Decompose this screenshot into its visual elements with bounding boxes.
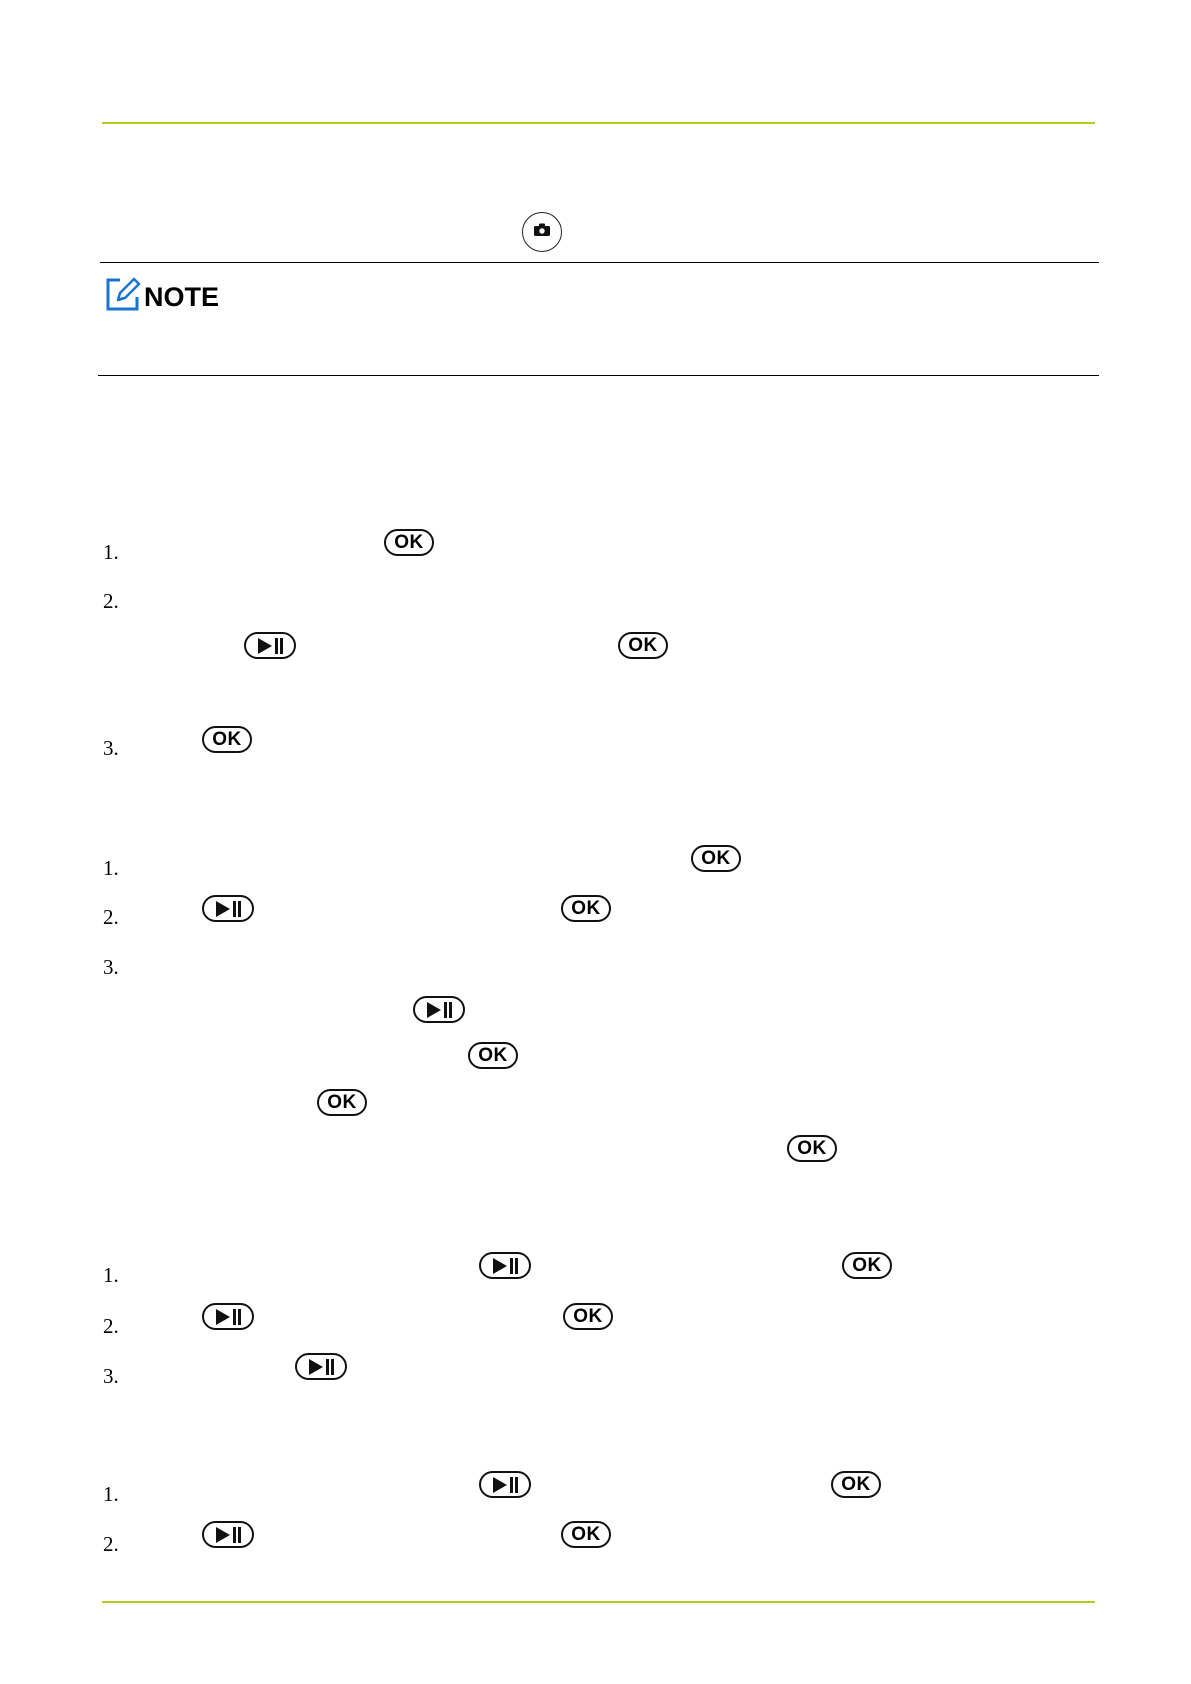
play-pause-key[interactable] [244,632,296,659]
play-pause-key[interactable] [202,895,254,922]
footer-rule [102,1601,1095,1603]
ok-key[interactable]: OK [561,895,611,922]
play-pause-key[interactable] [479,1471,531,1498]
camera-button[interactable] [522,212,562,252]
step-number: 3. [103,1364,119,1388]
play-pause-icon [213,1526,243,1544]
play-pause-key[interactable] [295,1353,347,1380]
step-number: 1. [103,540,119,564]
step-number: 2. [103,905,119,929]
header-rule [102,122,1095,124]
play-pause-icon [213,1308,243,1326]
ok-key[interactable]: OK [384,529,434,556]
step-number: 3. [103,736,119,760]
step-number: 1. [103,856,119,880]
note-top-rule [100,262,1099,263]
ok-key[interactable]: OK [842,1252,892,1279]
ok-key[interactable]: OK [468,1042,518,1069]
step-number: 2. [103,1314,119,1338]
play-pause-key[interactable] [413,996,465,1023]
note-label: NOTE [144,281,220,312]
step-number: 2. [103,589,119,613]
ok-key[interactable]: OK [691,845,741,872]
ok-key[interactable]: OK [787,1135,837,1162]
camera-icon [534,223,550,241]
ok-key[interactable]: OK [317,1089,367,1116]
play-pause-icon [306,1358,336,1376]
play-pause-key[interactable] [479,1252,531,1279]
note-pencil-icon [105,276,141,317]
step-number: 3. [103,955,119,979]
step-number: 1. [103,1482,119,1506]
play-pause-icon [490,1476,520,1494]
step-number: 1. [103,1263,119,1287]
play-pause-icon [255,637,285,655]
ok-key[interactable]: OK [202,726,252,753]
play-pause-icon [490,1257,520,1275]
ok-key[interactable]: OK [563,1303,613,1330]
note-header [105,276,219,317]
ok-key[interactable]: OK [618,632,668,659]
step-number: 2. [103,1532,119,1556]
play-pause-icon [213,900,243,918]
note-bottom-rule [98,375,1099,376]
ok-key[interactable]: OK [561,1521,611,1548]
ok-key[interactable]: OK [831,1471,881,1498]
play-pause-icon [424,1001,454,1019]
play-pause-key[interactable] [202,1303,254,1330]
play-pause-key[interactable] [202,1521,254,1548]
